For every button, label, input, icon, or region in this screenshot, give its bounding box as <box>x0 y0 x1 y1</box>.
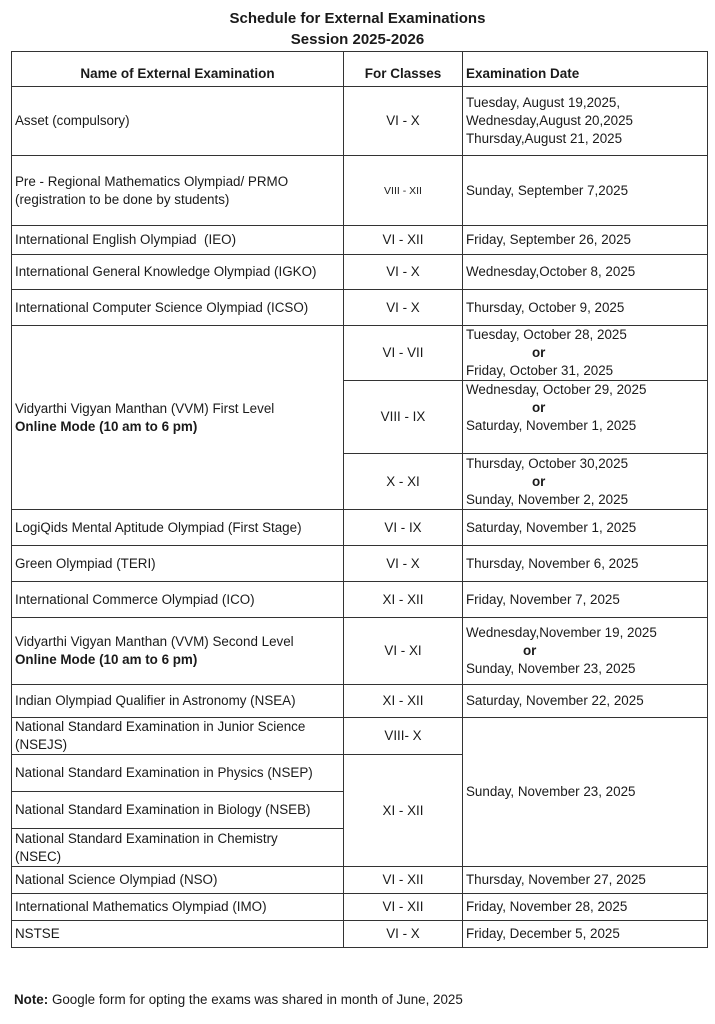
table-row <box>12 226 708 255</box>
note-label: Note: <box>14 992 49 1007</box>
table-row <box>12 156 708 226</box>
exam-date-line: Wednesday,August 20,2025 <box>466 113 634 128</box>
exam-date <box>463 454 708 510</box>
exam-mode-note: Online Mode (10 am to 6 pm) <box>15 652 198 667</box>
exam-name: National Standard Examination in Physics (NSEP) <box>12 755 344 792</box>
exam-date: Friday, September 26, 2025 <box>463 226 708 255</box>
table-row <box>12 290 708 326</box>
exam-name-line: National Standard Examination in Junior Science <box>15 719 306 734</box>
exam-name <box>12 829 344 867</box>
exam-date: Friday, December 5, 2025 <box>463 921 708 948</box>
exam-name: International Computer Science Olympiad (ICSO) <box>12 290 344 326</box>
table-row <box>12 582 708 618</box>
exam-classes: VI - IX <box>344 510 463 546</box>
exam-classes: VI - XI <box>344 618 463 685</box>
session-subtitle: Session 2025-2026 <box>290 31 425 48</box>
exam-name: Green Olympiad (TERI) <box>12 546 344 582</box>
table-row <box>12 867 708 894</box>
table-row <box>12 255 708 290</box>
exam-classes: XI - XII <box>344 755 463 867</box>
exam-name-line: (NSEC) <box>15 848 62 864</box>
table-row <box>12 546 708 582</box>
exam-date-line: Saturday, November 1, 2025 <box>466 418 637 433</box>
exam-name-line: (NSEJS) <box>15 737 68 752</box>
table-row <box>12 510 708 546</box>
exam-classes: VI - XII <box>344 894 463 921</box>
exam-date: Thursday, November 6, 2025 <box>463 546 708 582</box>
exam-name <box>12 156 344 226</box>
exam-name <box>12 618 344 685</box>
exam-classes: VIII - XII <box>344 156 463 226</box>
header-exam-name: Name of External Examination <box>12 52 344 87</box>
exam-classes: VIII- X <box>344 718 463 755</box>
exam-date <box>463 381 708 454</box>
exam-name-line: Vidyarthi Vigyan Manthan (VVM) Second Level <box>15 634 294 649</box>
or-separator: or <box>532 345 546 360</box>
exam-name: LogiQids Mental Aptitude Olympiad (First Stage) <box>12 510 344 546</box>
exam-classes: VI - X <box>344 921 463 948</box>
exam-date: Sunday, September 7,2025 <box>463 156 708 226</box>
exam-date-line: Thursday, October 30,2025 <box>466 455 629 471</box>
or-separator: or <box>532 473 546 489</box>
exam-name <box>12 718 344 755</box>
exam-name: International Mathematics Olympiad (IMO) <box>12 894 344 921</box>
exam-date-line: Sunday, November 2, 2025 <box>466 491 629 507</box>
exam-date: Sunday, November 23, 2025 <box>463 718 708 867</box>
table-row <box>12 87 708 156</box>
exam-name: Indian Olympiad Qualifier in Astronomy (NSEA) <box>12 685 344 718</box>
exam-date: Thursday, October 9, 2025 <box>463 290 708 326</box>
exam-classes: VI - XII <box>344 867 463 894</box>
exam-classes: VI - X <box>344 290 463 326</box>
exam-date: Saturday, November 22, 2025 <box>463 685 708 718</box>
exam-date <box>463 326 708 381</box>
exam-mode-note: Online Mode (10 am to 6 pm) <box>15 418 198 434</box>
exam-date: Friday, November 28, 2025 <box>463 894 708 921</box>
exam-name: International General Knowledge Olympiad (IGKO) <box>12 255 344 290</box>
table-row <box>12 685 708 718</box>
table-header-row <box>12 52 708 87</box>
exam-name: International English Olympiad (IEO) <box>12 226 344 255</box>
exam-date-line: Wednesday, October 29, 2025 <box>466 382 647 397</box>
exam-classes: VIII - IX <box>344 381 463 454</box>
exam-date: Saturday, November 1, 2025 <box>463 510 708 546</box>
exam-classes: XI - XII <box>344 685 463 718</box>
exam-date-line: Thursday,August 21, 2025 <box>466 131 623 146</box>
exam-date: Thursday, November 27, 2025 <box>463 867 708 894</box>
header-exam-date: Examination Date <box>463 52 708 87</box>
exam-classes: VI - XII <box>344 226 463 255</box>
exam-date-line: Tuesday, August 19,2025, <box>466 95 621 110</box>
footer-note <box>14 992 463 1007</box>
exam-name: National Science Olympiad (NSO) <box>12 867 344 894</box>
table-row <box>12 618 708 685</box>
exam-name: NSTSE <box>12 921 344 948</box>
table-row <box>12 326 708 381</box>
exam-date-line: Friday, October 31, 2025 <box>466 363 614 378</box>
exam-name-note: (registration to be done by students) <box>15 191 230 207</box>
exam-name: Asset (compulsory) <box>12 87 344 156</box>
exam-name: National Standard Examination in Biology (NSEB) <box>12 792 344 829</box>
exam-classes: VI - X <box>344 87 463 156</box>
exam-classes: XI - XII <box>344 582 463 618</box>
exam-date: Wednesday,October 8, 2025 <box>463 255 708 290</box>
header-classes: For Classes <box>344 52 463 87</box>
table-row <box>12 894 708 921</box>
exam-name-line: Pre - Regional Mathematics Olympiad/ PRMO <box>15 173 289 189</box>
exam-date <box>463 618 708 685</box>
exam-classes: X - XI <box>344 454 463 510</box>
exam-name-line: National Standard Examination in Chemistry <box>15 830 278 846</box>
exam-name <box>12 326 344 510</box>
exam-date-line: Wednesday,November 19, 2025 <box>466 625 657 640</box>
exam-classes: VI - X <box>344 546 463 582</box>
table-row <box>12 718 708 755</box>
exam-date <box>463 87 708 156</box>
exam-classes: VI - X <box>344 255 463 290</box>
or-separator: or <box>523 643 537 658</box>
exam-date-line: Sunday, November 23, 2025 <box>466 661 636 676</box>
exam-name-line: Vidyarthi Vigyan Manthan (VVM) First Level <box>15 400 275 416</box>
or-separator: or <box>532 400 546 415</box>
exam-name: International Commerce Olympiad (ICO) <box>12 582 344 618</box>
note-text: Google form for opting the exams was shared in month of June, 2025 <box>48 992 463 1007</box>
exam-classes: VI - VII <box>344 326 463 381</box>
exam-date-line: Tuesday, October 28, 2025 <box>466 327 627 342</box>
document-title: Schedule for External Examinations <box>229 10 486 27</box>
exam-schedule-table <box>11 51 708 948</box>
exam-date: Friday, November 7, 2025 <box>463 582 708 618</box>
table-row <box>12 921 708 948</box>
